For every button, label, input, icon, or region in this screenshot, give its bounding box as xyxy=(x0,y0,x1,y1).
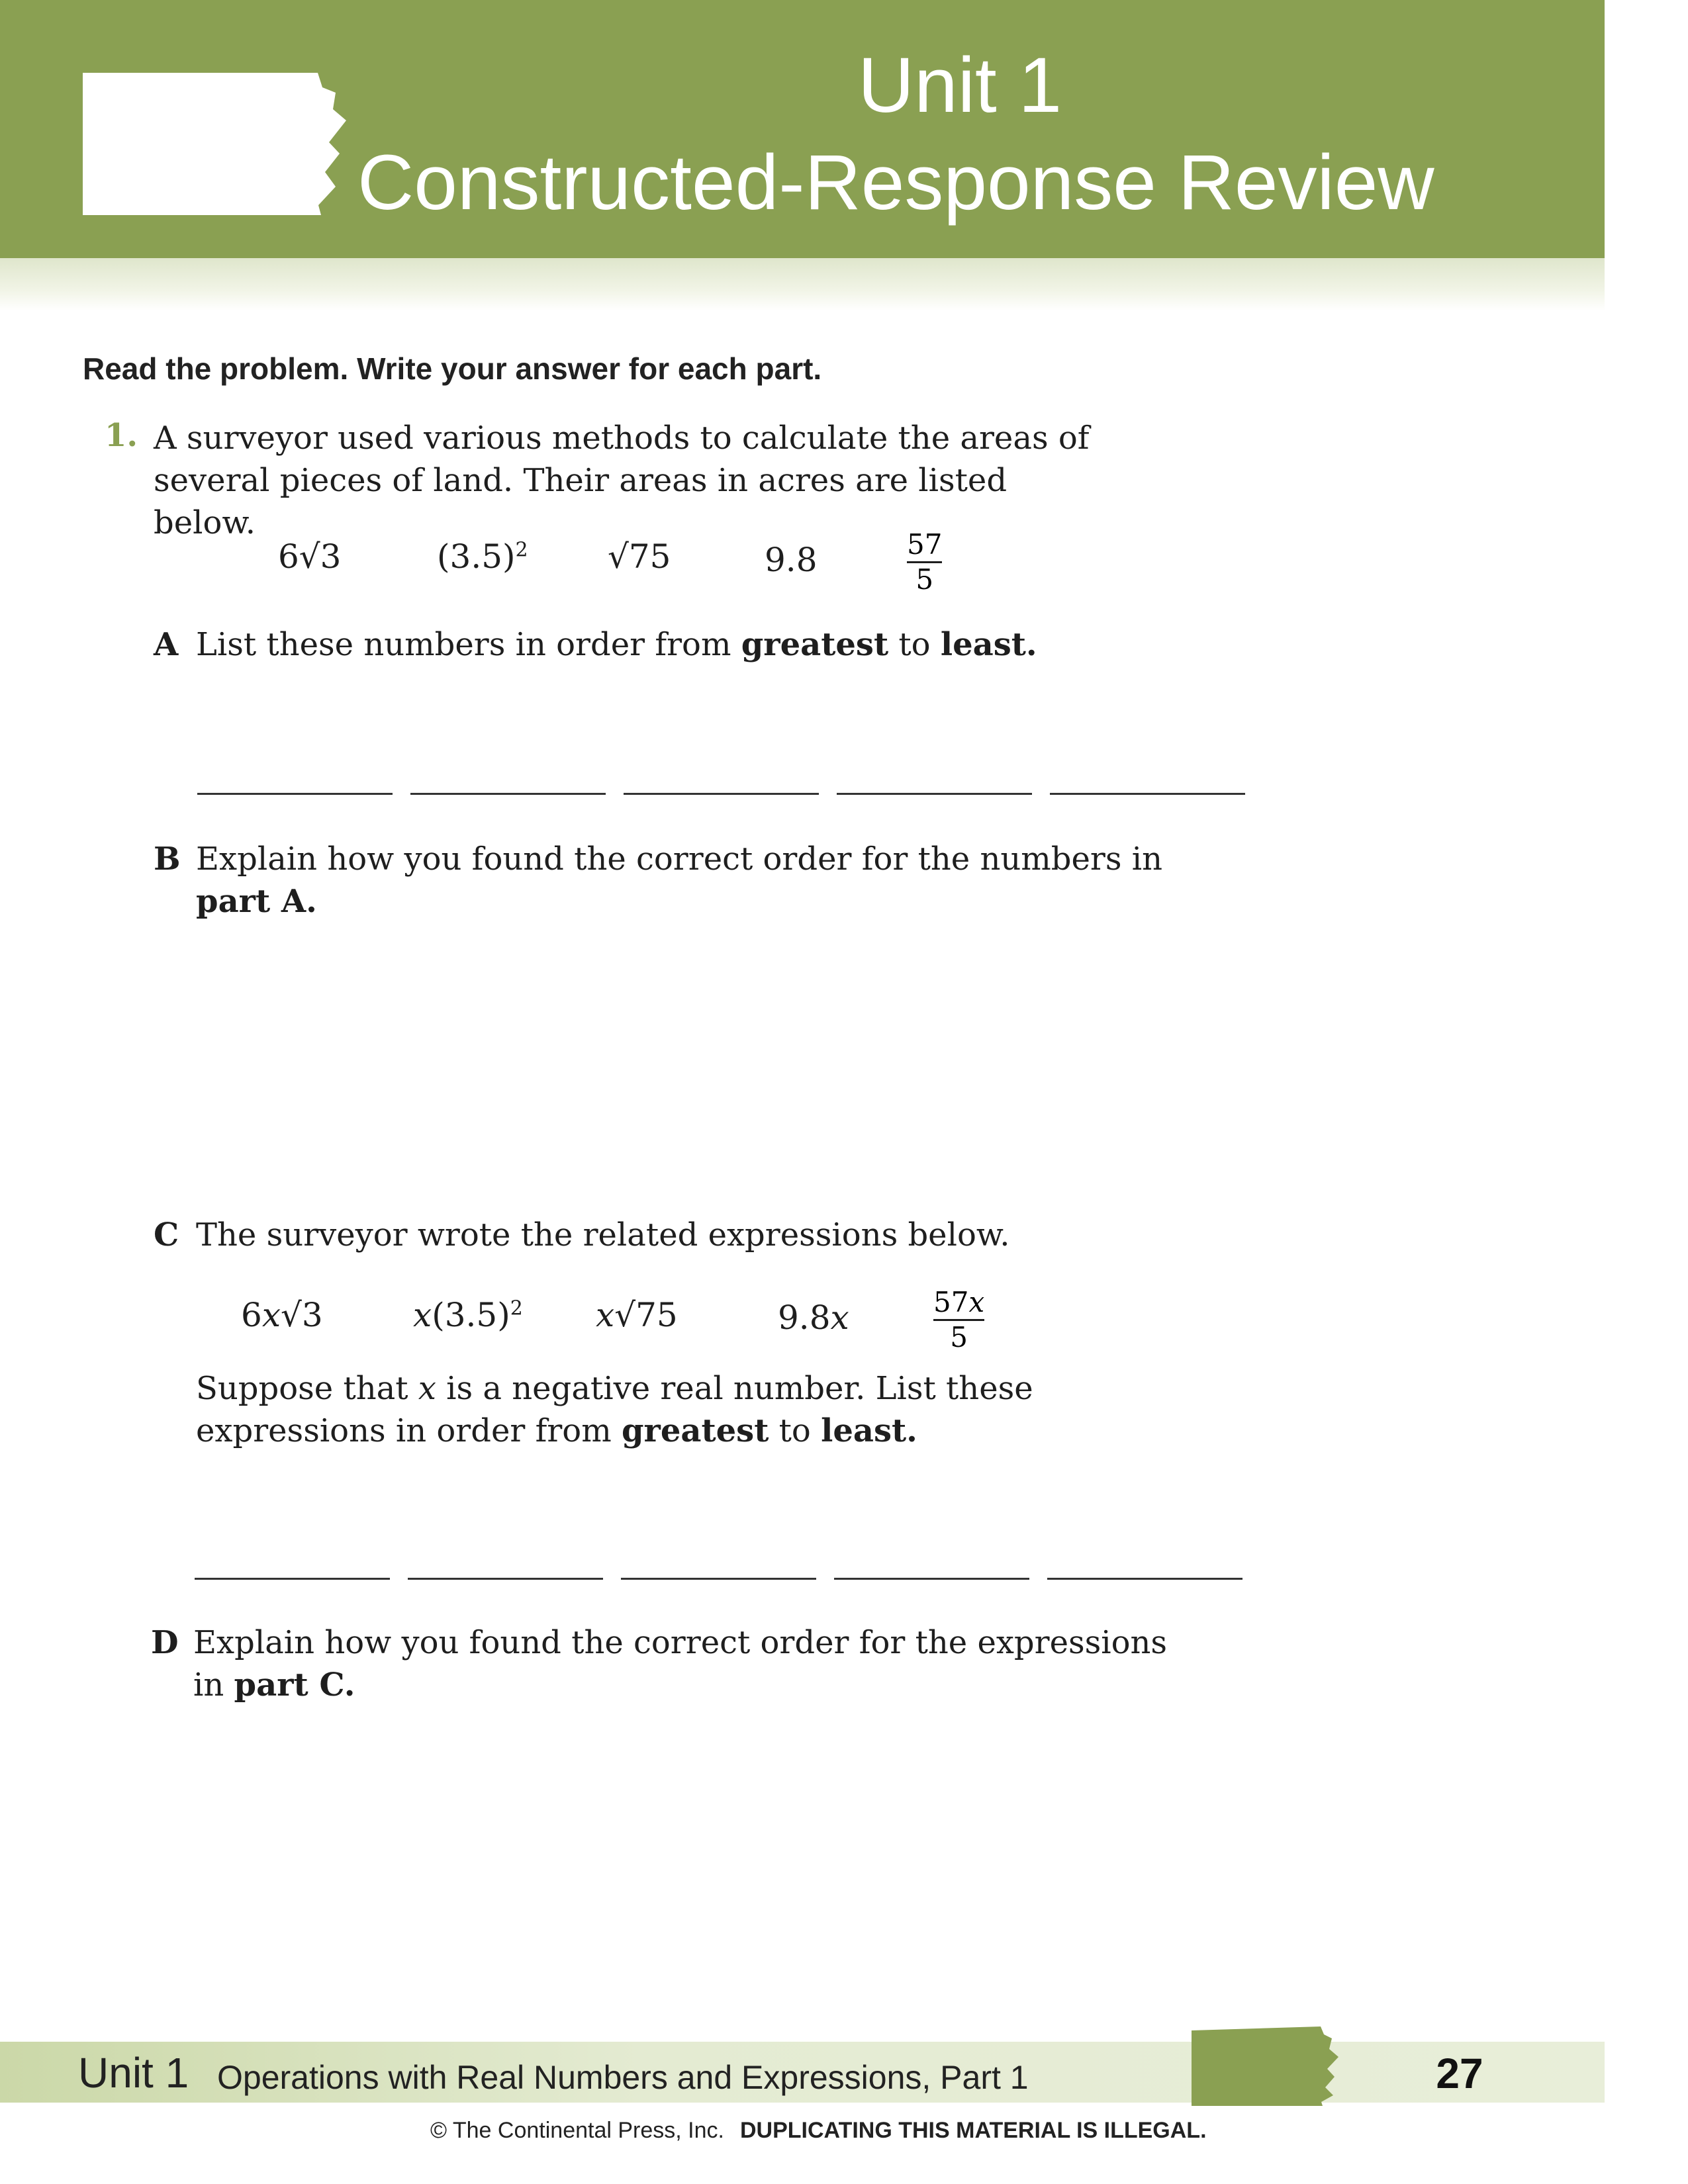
expression-variable: x xyxy=(413,1296,432,1334)
part-a-letter: A xyxy=(154,626,179,663)
part-d-letter: D xyxy=(151,1624,179,1661)
part-b-bold-part-a: part A. xyxy=(196,883,317,920)
problem-stem-line-2: several pieces of land. Their areas in acres are listed below. xyxy=(154,462,1008,541)
expression-9-8x xyxy=(778,1298,849,1337)
expression-x-3-5-squared xyxy=(413,1296,523,1334)
part-a-bold-greatest: greatest xyxy=(741,626,889,663)
part-d-line-2 xyxy=(193,1664,1186,1706)
page-title: Constructed-Response Review xyxy=(357,139,1434,226)
part-c-text: Suppose that xyxy=(196,1370,418,1407)
expression-fraction-57x-5 xyxy=(933,1287,984,1353)
expression-radical: √75 xyxy=(614,1296,678,1334)
fraction-denominator: 5 xyxy=(915,563,934,596)
part-a-bold-least: least. xyxy=(940,626,1037,663)
number-6-root-3: 6√3 xyxy=(278,537,342,576)
instructions: Read the problem. Write your answer for each part. xyxy=(83,351,822,386)
answer-blank-a-4[interactable] xyxy=(837,793,1032,795)
expression-6x-root-3 xyxy=(241,1296,323,1334)
expression-variable: x xyxy=(596,1296,615,1334)
part-c-intro: The surveyor wrote the related expressions below. xyxy=(196,1216,1010,1253)
part-c-variable: x xyxy=(418,1370,436,1407)
part-a-text: List these numbers in order from xyxy=(196,626,741,663)
unit-title: Unit 1 xyxy=(857,42,1062,129)
part-c-bold-greatest: greatest xyxy=(621,1412,769,1449)
expression-coefficient: 9.8 xyxy=(778,1298,831,1337)
answer-blank-c-2[interactable] xyxy=(408,1578,603,1580)
footer-unit-title: Operations with Real Numbers and Expressions, Part 1 xyxy=(217,2059,1029,2096)
part-b-answer-space[interactable] xyxy=(196,940,1255,1191)
numerator-coefficient: 57 xyxy=(933,1286,969,1318)
part-a-text-to: to xyxy=(888,626,941,663)
part-c-text-to: to xyxy=(769,1412,821,1449)
number-3-5-squared xyxy=(437,537,528,576)
answer-blank-c-4[interactable] xyxy=(834,1578,1029,1580)
answer-blank-a-5[interactable] xyxy=(1050,793,1245,795)
copyright-notice xyxy=(430,2118,1207,2144)
expression-base: (3.5) xyxy=(432,1296,510,1334)
pennsylvania-state-footer-icon xyxy=(1192,2026,1340,2106)
answer-blank-c-3[interactable] xyxy=(621,1578,816,1580)
expression-variable: x xyxy=(830,1298,849,1337)
pennsylvania-state-icon xyxy=(83,73,348,215)
header-fade xyxy=(0,258,1605,311)
fraction-numerator: 57 xyxy=(907,528,943,561)
answer-blank-a-1[interactable] xyxy=(197,793,393,795)
fraction-numerator xyxy=(933,1287,984,1318)
part-c-text: is a negative real number. List these xyxy=(436,1370,1033,1407)
number-exponent: 2 xyxy=(515,538,528,562)
part-c-prompt xyxy=(196,1367,1189,1452)
part-d-prompt xyxy=(193,1621,1186,1706)
answer-blank-c-1[interactable] xyxy=(195,1578,390,1580)
number-base: (3.5) xyxy=(437,537,516,576)
problem-number: 1. xyxy=(105,417,138,454)
part-d-bold-part-c: part C. xyxy=(234,1666,355,1704)
part-a-prompt xyxy=(196,623,1037,666)
expression-radical: √3 xyxy=(281,1296,323,1334)
duplication-warning: DUPLICATING THIS MATERIAL IS ILLEGAL. xyxy=(739,2118,1207,2143)
answer-blank-a-2[interactable] xyxy=(410,793,606,795)
number-root-75: √75 xyxy=(608,537,671,576)
answer-blank-c-5[interactable] xyxy=(1047,1578,1243,1580)
part-c-text: expressions in order from xyxy=(196,1412,622,1449)
problem-stem-line-1: A surveyor used various methods to calculate the areas of xyxy=(154,420,1090,457)
part-c-bold-least: least. xyxy=(821,1412,917,1449)
expression-x-root-75 xyxy=(596,1296,678,1334)
page-number: 27 xyxy=(1436,2050,1483,2097)
expression-variable: x xyxy=(261,1296,281,1334)
copyright-text: © The Continental Press, Inc. xyxy=(430,2118,724,2143)
answer-blank-a-3[interactable] xyxy=(624,793,819,795)
part-c-line-2 xyxy=(196,1410,1189,1452)
part-d-text: in xyxy=(193,1666,234,1704)
numerator-variable: x xyxy=(968,1286,985,1318)
part-b-letter: B xyxy=(154,841,181,878)
part-c-line-1 xyxy=(196,1367,1189,1410)
fraction-denominator: 5 xyxy=(950,1321,968,1354)
part-b-line-1: Explain how you found the correct order for the numbers in xyxy=(196,841,1163,878)
part-d-answer-space[interactable] xyxy=(193,1721,1252,1999)
number-fraction-57-5 xyxy=(907,529,942,595)
part-c-letter: C xyxy=(154,1216,179,1253)
problem-stem xyxy=(154,417,1113,544)
footer-unit-label: Unit 1 xyxy=(78,2049,189,2097)
expression-coefficient: 6 xyxy=(241,1296,262,1334)
part-b-prompt xyxy=(196,838,1189,923)
part-d-line-1: Explain how you found the correct order for the expressions xyxy=(193,1624,1168,1661)
part-b-line-2 xyxy=(196,880,1189,923)
expression-exponent: 2 xyxy=(510,1297,523,1320)
number-9-8: 9.8 xyxy=(765,541,818,579)
